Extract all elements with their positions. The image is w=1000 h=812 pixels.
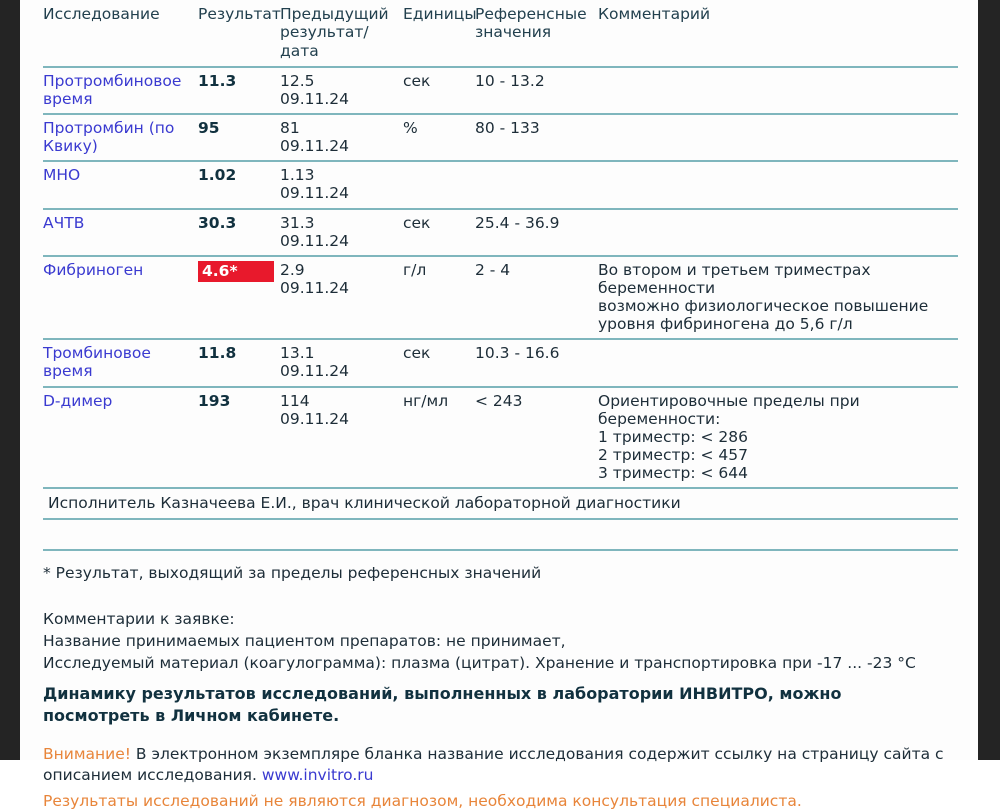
results-table-body — [43, 67, 958, 488]
comment-line: 2 триместр: < 457 — [598, 445, 748, 464]
cell-test-name — [43, 67, 198, 114]
personal-account-note: Динамику результатов исследований, выполненных в лаборатории ИНВИТРО, можно посмотреть в Личном кабинете. — [43, 684, 842, 725]
cell-reference-values: 25.4 - 36.9 — [475, 213, 560, 232]
cell-reference-values: 80 - 133 — [475, 119, 540, 138]
previous-date: 09.11.24 — [280, 278, 350, 297]
comment-line: возможно физиологическое повышение — [598, 297, 929, 316]
cell-comment — [598, 339, 958, 386]
cell-result — [198, 209, 280, 256]
attention-warning-word: Внимание! — [43, 744, 131, 763]
cell-result — [198, 387, 280, 489]
result-value: 193 — [198, 391, 231, 410]
test-name-link[interactable]: D-димер — [43, 391, 113, 410]
cell-units: сек — [403, 71, 431, 90]
cell-test-name — [43, 339, 198, 386]
cell-comment — [598, 114, 958, 161]
cell-units: сек — [403, 213, 431, 232]
diagnosis-disclaimer: Результаты исследований не являются диагнозом, необходима консультация специалиста. — [43, 792, 802, 811]
cell-previous-result — [280, 387, 403, 489]
cell-comment — [598, 67, 958, 114]
result-value: 11.8 — [198, 344, 237, 363]
column-header-previous-line1: Предыдущий — [280, 5, 389, 23]
cell-comment — [598, 387, 958, 489]
cell-reference-values: 10 - 13.2 — [475, 71, 545, 90]
column-header-previous-line2: результат/дата — [280, 23, 369, 60]
comment-line: 3 триместр: < 644 — [598, 464, 748, 483]
cell-units — [403, 161, 475, 208]
cell-units: г/л — [403, 260, 427, 279]
column-header-previous — [280, 2, 403, 67]
cell-units: % — [403, 119, 418, 138]
table-row — [43, 114, 958, 161]
previous-value: 12.5 — [280, 71, 315, 90]
cell-previous-result — [280, 161, 403, 208]
request-comments-material: Исследуемый материал (коагулограмма): плазма (цитрат). Хранение и транспортировка при -17 ... -23 °C — [43, 654, 916, 673]
cell-previous-result — [280, 256, 403, 340]
previous-value: 114 — [280, 391, 310, 410]
footnote-divider — [43, 549, 958, 551]
test-name-link[interactable]: Фибриноген — [43, 260, 144, 279]
cell-result — [198, 161, 280, 208]
test-name-link[interactable]: МНО — [43, 166, 81, 185]
cell-reference-values: 2 - 4 — [475, 260, 511, 279]
previous-date: 09.11.24 — [280, 231, 350, 250]
table-row — [43, 67, 958, 114]
previous-value: 1.13 — [280, 166, 315, 185]
cell-comment — [598, 161, 958, 208]
cell-previous-result — [280, 67, 403, 114]
column-header-result: Результат — [198, 5, 281, 23]
cell-test-name — [43, 256, 198, 340]
attention-text: В электронном экземпляре бланка название исследования содержит ссылку на страницу сайта с описанием исследования. — [43, 744, 944, 784]
previous-value: 31.3 — [280, 213, 315, 232]
cell-reference-values: 10.3 - 16.6 — [475, 344, 560, 363]
cell-units: нг/мл — [403, 391, 449, 410]
left-edge-bar — [0, 0, 20, 760]
request-comments-block — [43, 608, 958, 674]
table-row — [43, 256, 958, 340]
results-table-head — [43, 2, 958, 67]
right-edge-bar — [978, 0, 1000, 760]
results-table — [43, 2, 958, 489]
table-row — [43, 339, 958, 386]
previous-date: 09.11.24 — [280, 89, 350, 108]
previous-value: 81 — [280, 119, 300, 138]
cell-comment — [598, 256, 958, 340]
comment-line: уровня фибриногена до 5,6 г/л — [598, 315, 853, 334]
column-header-units: Единицы — [403, 5, 477, 23]
cell-result — [198, 67, 280, 114]
attention-note — [43, 744, 963, 786]
column-header-reference-line2: значения — [475, 23, 552, 42]
previous-date: 09.11.24 — [280, 362, 350, 381]
column-header-reference-line1: Референсные — [475, 5, 587, 23]
test-name-link[interactable]: Тромбиновое время — [43, 344, 151, 381]
result-value: 30.3 — [198, 213, 237, 232]
cell-reference-values: < 243 — [475, 391, 523, 410]
column-header-comment: Комментарий — [598, 5, 711, 23]
cell-test-name — [43, 209, 198, 256]
cell-test-name — [43, 387, 198, 489]
comment-line: Ориентировочные пределы при беременности: — [598, 391, 860, 428]
cell-result — [198, 256, 280, 340]
previous-value: 2.9 — [280, 260, 305, 279]
cell-units: сек — [403, 344, 431, 363]
cell-previous-result — [280, 209, 403, 256]
test-name-link[interactable]: АЧТВ — [43, 213, 85, 232]
comment-line: 1 триместр: < 286 — [598, 427, 748, 446]
previous-date: 09.11.24 — [280, 409, 350, 428]
cell-comment — [598, 209, 958, 256]
out-of-range-footnote: * Результат, выходящий за пределы референсных значений — [43, 563, 542, 582]
comment-line: Во втором и третьем триместрах беременности — [598, 260, 871, 297]
result-value: 95 — [198, 119, 220, 138]
previous-value: 13.1 — [280, 344, 315, 363]
performer-line: Исполнитель Казначеева Е.И., врач клинической лабораторной диагностики — [43, 489, 958, 520]
test-name-link[interactable]: Протромбин (по Квику) — [43, 119, 175, 156]
cell-previous-result — [280, 339, 403, 386]
column-header-reference — [475, 2, 598, 67]
previous-date: 09.11.24 — [280, 137, 350, 156]
cell-reference-values — [475, 161, 598, 208]
cell-previous-result — [280, 114, 403, 161]
column-header-test-name: Исследование — [43, 5, 160, 23]
test-name-link[interactable]: Протромбиновое время — [43, 71, 182, 108]
table-row — [43, 161, 958, 208]
result-value: 11.3 — [198, 71, 237, 90]
invitro-website-link[interactable]: www.invitro.ru — [261, 765, 374, 784]
results-header-row — [43, 2, 958, 67]
cell-test-name — [43, 161, 198, 208]
table-row — [43, 387, 958, 489]
cell-test-name — [43, 114, 198, 161]
report-page — [20, 0, 978, 811]
result-value: 1.02 — [198, 166, 237, 185]
request-comments-title: Комментарии к заявке: — [43, 610, 235, 629]
previous-date: 09.11.24 — [280, 184, 350, 203]
request-comments-medications: Название принимаемых пациентом препаратов: не принимает, — [43, 632, 566, 651]
cell-result — [198, 339, 280, 386]
cell-result — [198, 114, 280, 161]
table-row — [43, 209, 958, 256]
result-value-flagged: 4.6* — [198, 261, 274, 282]
